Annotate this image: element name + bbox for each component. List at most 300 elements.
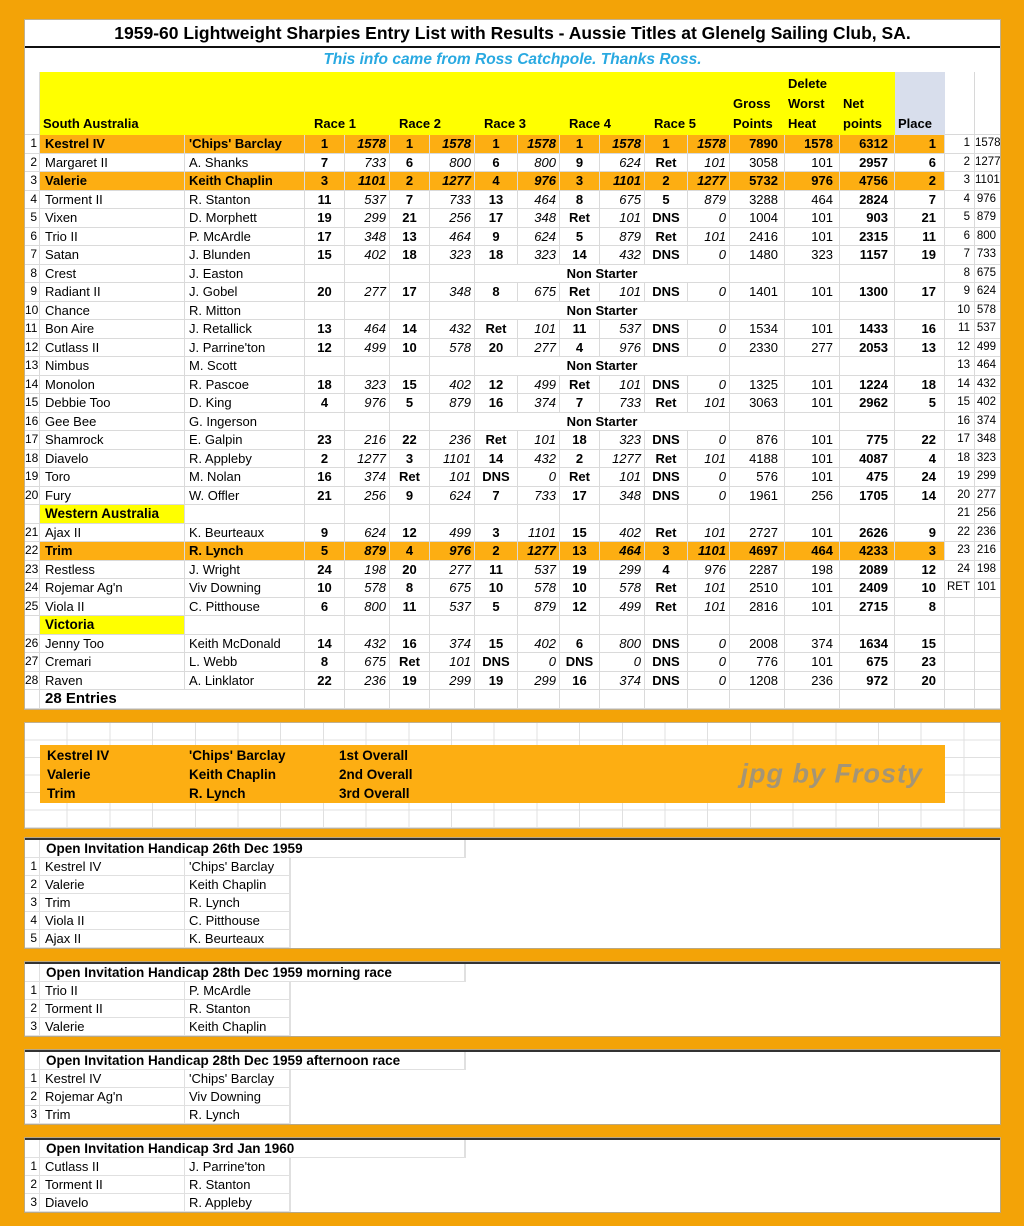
cell-race-empty xyxy=(430,690,475,709)
cell-race-points: 624 xyxy=(600,154,645,173)
cell-gross xyxy=(730,616,785,635)
result-row xyxy=(25,394,1000,413)
cell-race-points: 464 xyxy=(600,542,645,561)
cell-net xyxy=(840,616,895,635)
cell-overall-place: 9 xyxy=(895,524,945,543)
watermark: jpg by Frosty xyxy=(740,758,923,789)
cell-race-points: 0 xyxy=(688,246,730,265)
handicap-row xyxy=(25,1194,1000,1212)
cell-race-points: 675 xyxy=(600,191,645,210)
cell-boat-name: Trio II xyxy=(40,228,185,247)
cell-race-place: 19 xyxy=(305,209,345,228)
cell-race-place: 2 xyxy=(475,542,518,561)
cell-race-points: 101 xyxy=(518,320,560,339)
cell-net-points: 2626 xyxy=(840,524,895,543)
cell-finish-position: 5 xyxy=(25,930,40,948)
cell-race-place: 13 xyxy=(475,191,518,210)
cell-race-points: 537 xyxy=(430,598,475,617)
cell-race-place: 7 xyxy=(390,191,430,210)
cell-skipper: Viv Downing xyxy=(185,579,305,598)
cell-gross-points xyxy=(730,357,785,376)
cell-overall-place: 17 xyxy=(895,283,945,302)
result-row xyxy=(25,209,1000,228)
cell-points-scale-place: 10 xyxy=(945,302,975,321)
cell-gross-points: 1961 xyxy=(730,487,785,506)
cell-race-empty xyxy=(345,690,390,709)
cell-points-scale-value: 976 xyxy=(975,191,1000,210)
cell-race-place: Ret xyxy=(390,653,430,672)
cell-points-scale-place: 11 xyxy=(945,320,975,339)
cell-net-points xyxy=(840,265,895,284)
cell-race-points: 733 xyxy=(430,191,475,210)
handicap-title: Open Invitation Handicap 3rd Jan 1960 xyxy=(40,1140,465,1158)
cell-skipper: J. Easton xyxy=(185,265,305,284)
cell-skipper: P. McArdle xyxy=(185,228,305,247)
cell-points-scale-value: 624 xyxy=(975,283,1000,302)
handicap-row xyxy=(25,1088,1000,1106)
cell-race-points: 432 xyxy=(600,246,645,265)
podium-boat-name: Kestrel IV xyxy=(47,748,110,763)
cell-boat-name: Trim xyxy=(40,1106,185,1124)
cell-overall-place: 7 xyxy=(895,191,945,210)
header-scale-spacer-1 xyxy=(945,72,975,135)
cell-gross-points: 876 xyxy=(730,431,785,450)
cell-race-points: 800 xyxy=(600,635,645,654)
cell-race-points: 299 xyxy=(430,672,475,691)
cell-delete-worst xyxy=(785,690,840,709)
cell-boat-name: Kestrel IV xyxy=(40,1070,185,1088)
cell-race-points: 402 xyxy=(600,524,645,543)
cell-race-place: 18 xyxy=(390,246,430,265)
cell-race-empty xyxy=(305,413,345,432)
cell-row-number: 13 xyxy=(25,357,40,376)
cell-row-number: 2 xyxy=(25,154,40,173)
cell-race-points: 800 xyxy=(430,154,475,173)
cell-row-number: 4 xyxy=(25,191,40,210)
cell-finish-position: 2 xyxy=(25,1000,40,1018)
cell-row-number: 20 xyxy=(25,487,40,506)
header-scale-spacer-2 xyxy=(975,72,1000,135)
cell-skipper: Keith Chaplin xyxy=(185,1018,290,1036)
cell-race-points: 879 xyxy=(345,542,390,561)
cell-race-empty xyxy=(430,265,475,284)
podium-band xyxy=(25,723,1000,828)
cell-points-scale-value: 216 xyxy=(975,542,1000,561)
podium-boat-name: Trim xyxy=(47,786,76,801)
cell-gross-points: 4697 xyxy=(730,542,785,561)
cell-overall-place: 13 xyxy=(895,339,945,358)
handicap-row xyxy=(25,894,1000,912)
cell-boat-name: Shamrock xyxy=(40,431,185,450)
cell-net-points: 4233 xyxy=(840,542,895,561)
cell-net-points: 1433 xyxy=(840,320,895,339)
cell-race-empty xyxy=(430,413,475,432)
cell-race-points: 976 xyxy=(600,339,645,358)
cell-race-points: 578 xyxy=(518,579,560,598)
result-row xyxy=(25,265,1000,284)
handicap-title-row xyxy=(25,964,1000,982)
cell-net-points: 2409 xyxy=(840,579,895,598)
cell-boat-name: Debbie Too xyxy=(40,394,185,413)
cell-finish-position: 4 xyxy=(25,912,40,930)
cell-race-points: 1578 xyxy=(430,135,475,154)
cell-race-place: 10 xyxy=(390,339,430,358)
cell-boat-name: Viola II xyxy=(40,912,185,930)
result-row xyxy=(25,339,1000,358)
cell-race-empty xyxy=(518,505,560,524)
cell-race-place: 8 xyxy=(560,191,600,210)
cell-race-empty xyxy=(560,616,600,635)
section-row xyxy=(25,616,1000,635)
cell-race-place: 11 xyxy=(560,320,600,339)
cell-boat-name: Margaret II xyxy=(40,154,185,173)
cell-gross-points: 1534 xyxy=(730,320,785,339)
grid-filler xyxy=(290,930,291,948)
podium-block xyxy=(40,745,945,803)
cell-net xyxy=(840,505,895,524)
cell-race-points: 537 xyxy=(600,320,645,339)
cell-boat-name: Cutlass II xyxy=(40,339,185,358)
cell-non-starter: Non Starter xyxy=(475,265,730,284)
cell-race-place: 20 xyxy=(390,561,430,580)
cell-race-points: 299 xyxy=(518,672,560,691)
cell-race-place: 17 xyxy=(560,487,600,506)
cell-gross-points: 4188 xyxy=(730,450,785,469)
cell-overall-place: 16 xyxy=(895,320,945,339)
cell-race-points: 101 xyxy=(518,431,560,450)
section-label: Victoria xyxy=(40,616,185,635)
cell-boat-name: Radiant II xyxy=(40,283,185,302)
cell-delete-worst-heat: 101 xyxy=(785,598,840,617)
cell-race-place: 6 xyxy=(475,154,518,173)
cell-skipper: C. Pitthouse xyxy=(185,912,290,930)
cell-boat-name: Crest xyxy=(40,265,185,284)
cell-race-place: 5 xyxy=(475,598,518,617)
podium-skipper: Keith Chaplin xyxy=(189,767,276,782)
cell-race-empty xyxy=(645,616,688,635)
cell-race-place: 20 xyxy=(475,339,518,358)
cell-race-place: 16 xyxy=(475,394,518,413)
cell-delete-worst-heat: 277 xyxy=(785,339,840,358)
cell-race-points: 624 xyxy=(345,524,390,543)
cell-boat-name: Trim xyxy=(40,894,185,912)
cell-race-place: DNS xyxy=(560,653,600,672)
cell-skipper: A. Linklator xyxy=(185,672,305,691)
cell-race-points: 1101 xyxy=(600,172,645,191)
delete-label-1: Delete xyxy=(788,76,828,91)
cell-points-scale-place: 7 xyxy=(945,246,975,265)
cell-delete-worst-heat: 101 xyxy=(785,450,840,469)
cell-points-scale-value xyxy=(975,672,1000,691)
cell-row-number: 16 xyxy=(25,413,40,432)
cell-race-empty xyxy=(345,505,390,524)
cell-boat-name: Diavelo xyxy=(40,450,185,469)
cell-race-points: 675 xyxy=(430,579,475,598)
cell-overall-place: 23 xyxy=(895,653,945,672)
net-label-1: Net xyxy=(843,96,864,111)
cell-points-scale-value: 256 xyxy=(975,505,1000,524)
race4-label: Race 4 xyxy=(569,116,611,131)
cell-points-scale-place: 16 xyxy=(945,413,975,432)
cell-points-scale-place: RET xyxy=(945,579,975,598)
cell-gross-points: 1208 xyxy=(730,672,785,691)
cell-skipper: R. Appleby xyxy=(185,450,305,469)
cell-points-scale-place: 14 xyxy=(945,376,975,395)
cell-race-place: Ret xyxy=(645,450,688,469)
cell-race-points: 299 xyxy=(345,209,390,228)
cell-race-empty xyxy=(345,357,390,376)
cell-boat-name: Bon Aire xyxy=(40,320,185,339)
cell-race-points: 0 xyxy=(688,487,730,506)
cell-race-place: 1 xyxy=(390,135,430,154)
header-race4 xyxy=(560,72,645,135)
handicap-title: Open Invitation Handicap 28th Dec 1959 afternoon race xyxy=(40,1052,465,1070)
cell-points-scale-value xyxy=(975,690,1000,709)
cell-race-points: 402 xyxy=(345,246,390,265)
cell-race-place: 12 xyxy=(560,598,600,617)
cell-overall-place: 10 xyxy=(895,579,945,598)
cell-race-place: 5 xyxy=(560,228,600,247)
cell-finish-position: 1 xyxy=(25,1070,40,1088)
cell-points-scale-value: 1101 xyxy=(975,172,1000,191)
race5-label: Race 5 xyxy=(654,116,696,131)
cell-race-points: 733 xyxy=(600,394,645,413)
cell-race-points: 976 xyxy=(345,394,390,413)
cell-points-scale-place: 6 xyxy=(945,228,975,247)
cell-race-empty xyxy=(645,505,688,524)
cell-boat-name: Vixen xyxy=(40,209,185,228)
cell-row-number: 23 xyxy=(25,561,40,580)
cell-boat-name: Nimbus xyxy=(40,357,185,376)
cell-race-empty xyxy=(390,690,430,709)
cell-non-starter: Non Starter xyxy=(475,413,730,432)
cell-row-number xyxy=(25,1140,40,1158)
cell-race-place: 12 xyxy=(390,524,430,543)
cell-points-scale-value: 537 xyxy=(975,320,1000,339)
cell-delete-worst-heat xyxy=(785,413,840,432)
cell-skipper: J. Parrine'ton xyxy=(185,1158,290,1176)
result-row xyxy=(25,487,1000,506)
grid-filler xyxy=(290,1194,291,1212)
cell-race-place: 10 xyxy=(305,579,345,598)
cell-race-points: 101 xyxy=(688,450,730,469)
cell-race-empty xyxy=(600,690,645,709)
handicap-row xyxy=(25,1018,1000,1036)
cell-finish-position: 1 xyxy=(25,1158,40,1176)
grid-filler xyxy=(290,876,291,894)
cell-race-points: 101 xyxy=(600,209,645,228)
cell-race-place: Ret xyxy=(645,228,688,247)
cell-race-empty xyxy=(390,505,430,524)
cell-race-place: 4 xyxy=(560,339,600,358)
cell-boat-name: Kestrel IV xyxy=(40,135,185,154)
result-row xyxy=(25,598,1000,617)
podium-result: 1st Overall xyxy=(339,748,409,763)
cell-boat-name: Monolon xyxy=(40,376,185,395)
cell-finish-position: 3 xyxy=(25,1194,40,1212)
cell-race-place: Ret xyxy=(560,283,600,302)
grid-filler xyxy=(290,912,291,930)
cell-skipper: W. Offler xyxy=(185,487,305,506)
handicap-row xyxy=(25,930,1000,948)
cell-boat-name: Cremari xyxy=(40,653,185,672)
cell-overall-place xyxy=(895,357,945,376)
cell-overall-place: 11 xyxy=(895,228,945,247)
cell-race-empty xyxy=(390,302,430,321)
cell-race-empty xyxy=(430,616,475,635)
cell-race-points: 432 xyxy=(345,635,390,654)
grid-filler xyxy=(465,840,466,858)
podium-result: 2nd Overall xyxy=(339,767,413,782)
cell-delete-worst-heat: 101 xyxy=(785,209,840,228)
cell-points-scale-place xyxy=(945,672,975,691)
handicap-row xyxy=(25,982,1000,1000)
cell-gross-points: 2008 xyxy=(730,635,785,654)
cell-race-points: 0 xyxy=(688,376,730,395)
cell-overall-place: 6 xyxy=(895,154,945,173)
cell-finish-position: 3 xyxy=(25,894,40,912)
cell-delete-worst-heat: 198 xyxy=(785,561,840,580)
handicap-row xyxy=(25,858,1000,876)
cell-race-place: 3 xyxy=(560,172,600,191)
entries-count-label: 28 Entries xyxy=(40,690,305,709)
header-race3 xyxy=(475,72,560,135)
cell-points-scale-value: 198 xyxy=(975,561,1000,580)
net-label-2: points xyxy=(843,116,882,131)
cell-race-points: 0 xyxy=(688,283,730,302)
cell-place xyxy=(895,505,945,524)
cell-gross-points: 2330 xyxy=(730,339,785,358)
cell-race-place: 19 xyxy=(390,672,430,691)
cell-delete-worst-heat: 101 xyxy=(785,579,840,598)
cell-gross-points: 5732 xyxy=(730,172,785,191)
cell-skipper: J. Wright xyxy=(185,561,305,580)
cell-boat-name: Diavelo xyxy=(40,1194,185,1212)
cell-race-points: 101 xyxy=(430,653,475,672)
cell-race-place: DNS xyxy=(475,653,518,672)
cell-points-scale-value xyxy=(975,635,1000,654)
cell-delete-worst-heat: 101 xyxy=(785,524,840,543)
corner-cell xyxy=(25,72,40,135)
cell-skipper: R. Lynch xyxy=(185,1106,290,1124)
cell-race-empty xyxy=(560,690,600,709)
cell-skipper: 'Chips' Barclay xyxy=(185,1070,290,1088)
cell-net-points: 1300 xyxy=(840,283,895,302)
gross-label-1: Gross xyxy=(733,96,771,111)
cell-race-empty xyxy=(688,505,730,524)
result-row xyxy=(25,561,1000,580)
result-row xyxy=(25,228,1000,247)
cell-race-points: 198 xyxy=(345,561,390,580)
grid-filler xyxy=(290,1018,291,1036)
result-row xyxy=(25,431,1000,450)
cell-race-points: 348 xyxy=(518,209,560,228)
cell-boat-name: Trio II xyxy=(40,982,185,1000)
cell-race-place: 1 xyxy=(560,135,600,154)
cell-net-points xyxy=(840,357,895,376)
cell-race-place: 4 xyxy=(645,561,688,580)
cell-race-place: 4 xyxy=(390,542,430,561)
cell-race-points: 1101 xyxy=(345,172,390,191)
cell-race-place: DNS xyxy=(645,487,688,506)
cell-race-place: 7 xyxy=(305,154,345,173)
cell-skipper: R. Pascoe xyxy=(185,376,305,395)
cell-race-place: DNS xyxy=(645,468,688,487)
cell-delete-worst-heat: 323 xyxy=(785,246,840,265)
cell-race-points: 101 xyxy=(688,579,730,598)
result-row xyxy=(25,376,1000,395)
cell-delete-worst-heat xyxy=(785,302,840,321)
header-place xyxy=(895,72,945,135)
cell-overall-place: 15 xyxy=(895,635,945,654)
cell-row-number: 21 xyxy=(25,524,40,543)
cell-race-empty xyxy=(305,690,345,709)
cell-net-points xyxy=(840,302,895,321)
cell-race-place: 4 xyxy=(475,172,518,191)
cell-points-scale-place: 18 xyxy=(945,450,975,469)
cell-race-points: 976 xyxy=(518,172,560,191)
cell-race-empty xyxy=(645,690,688,709)
cell-race-points: 0 xyxy=(688,209,730,228)
cell-net-points: 6312 xyxy=(840,135,895,154)
cell-race-place: 5 xyxy=(645,191,688,210)
cell-overall-place: 1 xyxy=(895,135,945,154)
grid-filler xyxy=(290,858,291,876)
cell-points-scale-place: 15 xyxy=(945,394,975,413)
result-row xyxy=(25,653,1000,672)
cell-overall-place: 14 xyxy=(895,487,945,506)
cell-delete-worst-heat: 374 xyxy=(785,635,840,654)
cell-race-points: 0 xyxy=(688,635,730,654)
cell-race-points: 499 xyxy=(345,339,390,358)
entries-row xyxy=(25,690,1000,709)
cell-gross-points: 1004 xyxy=(730,209,785,228)
cell-points-scale-value: 675 xyxy=(975,265,1000,284)
table-header xyxy=(25,72,1000,135)
cell-race-place: DNS xyxy=(645,246,688,265)
cell-overall-place xyxy=(895,302,945,321)
cell-delete-worst-heat xyxy=(785,265,840,284)
section-label: Western Australia xyxy=(40,505,185,524)
cell-race-points: 733 xyxy=(345,154,390,173)
cell-race-place: 4 xyxy=(305,394,345,413)
cell-race-empty xyxy=(345,265,390,284)
cell-race-place: DNS xyxy=(645,283,688,302)
cell-skipper: J. Parrine'ton xyxy=(185,339,305,358)
cell-race-empty xyxy=(560,505,600,524)
cell-race-points: 0 xyxy=(600,653,645,672)
cell-race-empty xyxy=(305,616,345,635)
cell-race-place: 14 xyxy=(305,635,345,654)
cell-boat-name: Ajax II xyxy=(40,930,185,948)
delete-label-2: Worst xyxy=(788,96,825,111)
cell-race-empty xyxy=(390,357,430,376)
cell-race-place: 3 xyxy=(390,450,430,469)
cell-gross-points: 3058 xyxy=(730,154,785,173)
cell-points-scale-place: 23 xyxy=(945,542,975,561)
subtitle-credit: This info came from Ross Catchpole. Thanks Ross. xyxy=(323,51,702,68)
cell-delete-worst-heat: 101 xyxy=(785,283,840,302)
cell-overall-place: 4 xyxy=(895,450,945,469)
cell-race-place: 5 xyxy=(305,542,345,561)
handicap-title: Open Invitation Handicap 28th Dec 1959 morning race xyxy=(40,964,465,982)
cell-boat-name: Kestrel IV xyxy=(40,858,185,876)
result-row xyxy=(25,357,1000,376)
cell-race-points: 733 xyxy=(518,487,560,506)
cell-race-points: 578 xyxy=(430,339,475,358)
cell-race-points: 976 xyxy=(688,561,730,580)
cell-points-scale-place: 21 xyxy=(945,505,975,524)
